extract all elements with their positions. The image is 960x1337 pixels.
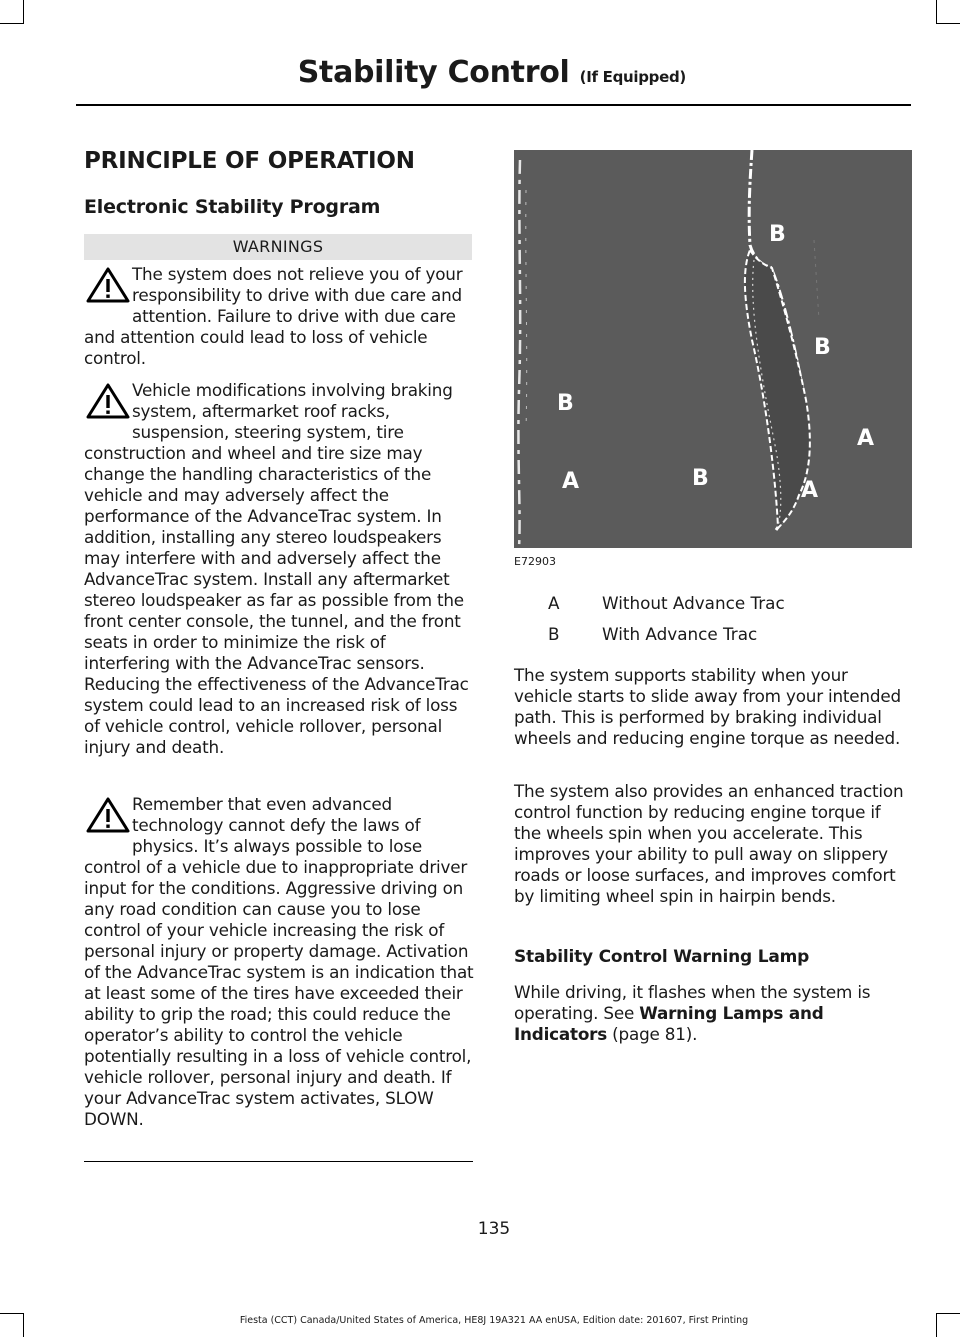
diagram-label-a: A <box>801 478 819 503</box>
page-title-subtitle: (If Equipped) <box>579 68 686 86</box>
page-title-main: Stability Control <box>297 55 570 90</box>
section-heading: PRINCIPLE OF OPERATION <box>84 148 415 174</box>
crop-mark <box>0 23 24 24</box>
warning-text: Remember that even advanced technology cannot defy the laws of physics. It’s always possible to lose control of a vehicle due to inappropriate driver input for the conditions. Aggressive driving on any road condition can cause you to lose control of your vehicle increasing the risk of personal injury or property damage. Activation of the AdvanceTrac system is an indication that at least some of the tires have exceeded their ability to grip the road; this could reduce the operator’s ability to control the vehicle potentially resulting in a loss of vehicle control, vehicle rollover, personal injury and death. If your AdvanceTrac system activates, SLOW DOWN. <box>84 794 474 1129</box>
crop-mark <box>0 1313 24 1314</box>
legend-text: With Advance Trac <box>602 624 758 644</box>
warning-block <box>84 380 476 758</box>
warning-triangle-icon <box>84 382 132 420</box>
lamp-text: While driving, it flashes when the system is operating. See <box>514 982 871 1023</box>
body-paragraph: The system supports stability when your vehicle starts to slide away from your intended path. This is performed by braking individual wheels and reducing engine torque as needed. <box>514 665 901 748</box>
page-title <box>298 55 686 90</box>
warning-text: Vehicle modifications involving braking system, aftermarket roof racks, suspension, steering system, tire construction and wheel and tire size may change the handling characteristics of the vehicle and may adversely affect the performance of the AdvanceTrac system. In addition, installing any stereo loudspeakers may interfere with and adversely affect the AdvanceTrac system. Install any aftermarket stereo loudspeaker as far as possible from the front center console, the tunnel, and the front seats in order to minimize the risk of interfering with the AdvanceTrac sensors. Reducing the effectiveness of the AdvanceTrac system could lead to an increased risk of loss of vehicle control, vehicle rollover, personal injury and death. <box>84 380 469 757</box>
body-paragraph: The system also provides an enhanced traction control function by reducing engine torque if the wheels spin when you accelerate. This improves your ability to pull away on slippery roads or loose surfaces, and improves comfort by limiting wheel spin in hairpin bends. <box>514 781 904 906</box>
lamp-paragraph <box>514 982 909 1045</box>
diagram-label-a: A <box>857 426 875 451</box>
subsection-heading: Electronic Stability Program <box>84 196 381 218</box>
crop-mark <box>936 0 937 24</box>
header-divider <box>76 104 911 106</box>
diagram-label-b: B <box>769 222 786 247</box>
legend-text: Without Advance Trac <box>602 593 785 613</box>
legend-key: A <box>548 593 560 613</box>
lamp-heading: Stability Control Warning Lamp <box>514 947 810 967</box>
crop-mark <box>936 23 960 24</box>
warning-text: The system does not relieve you of your responsibility to drive with due care and attention. Failure to drive with due care and attention could lead to loss of vehicle control. <box>84 264 463 368</box>
warning-block <box>84 264 476 369</box>
crop-mark <box>936 1313 960 1314</box>
diagram-label-b: B <box>692 466 709 491</box>
diagram-label-a: A <box>562 469 580 494</box>
diagram-label-b: B <box>557 391 574 416</box>
warnings-header: WARNINGS <box>84 234 472 260</box>
footer-text: Fiesta (CCT) Canada/United States of America, HE8J 19A321 AA enUSA, Edition date: 201607, First Printing <box>239 1315 749 1326</box>
warnings-end-divider <box>84 1161 473 1162</box>
figure-id: E72903 <box>514 555 556 568</box>
legend-key: B <box>548 624 560 644</box>
warning-block <box>84 794 476 1130</box>
crop-mark <box>23 0 24 24</box>
warning-triangle-icon <box>84 796 132 834</box>
page-reference: (page 81). <box>607 1024 698 1044</box>
diagram-label-b: B <box>814 335 831 360</box>
cross-reference-link[interactable]: Warning Lamps and Indicators <box>514 1003 824 1044</box>
warning-triangle-icon <box>84 266 132 304</box>
page-number: 135 <box>477 1219 511 1239</box>
